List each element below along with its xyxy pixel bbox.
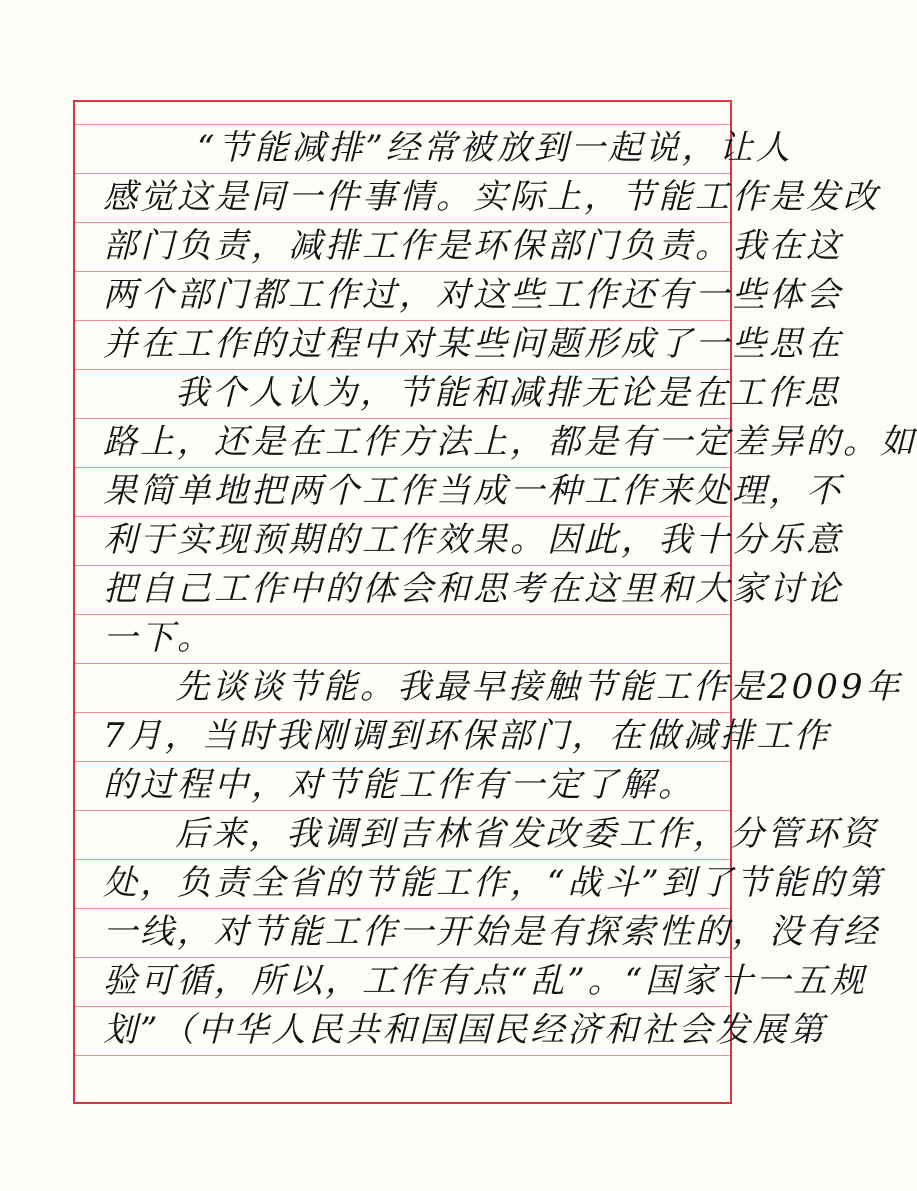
ruled-line [75,516,730,517]
ruled-line [75,859,730,860]
manuscript-sheet [73,100,917,1104]
ruled-line [75,908,730,909]
ruled-line [75,565,730,566]
handwritten-line: 果简单地把两个工作当成一种工作来处理，不 [103,471,843,511]
handwritten-line: 我个人认为，节能和减排无论是在工作思 [175,373,841,413]
handwritten-line: 划”（中华人民共和国国民经济和社会发展第 [103,1010,827,1050]
ruled-line [75,761,730,762]
handwritten-line: 两个部门都工作过，对这些工作还有一些体会 [103,275,843,315]
ruled-line [75,124,730,125]
ruled-line [75,957,730,958]
ruled-line [75,1055,730,1056]
ruled-line [75,712,730,713]
ruled-line [75,467,730,468]
handwritten-line: 处，负责全省的节能工作，“战斗”到了节能的第 [103,863,884,903]
handwritten-line: 把自己工作中的体会和思考在这里和大家讨论 [103,569,843,609]
ruled-line [75,810,730,811]
ruled-line [75,173,730,174]
ruled-line [75,418,730,419]
handwritten-line: 一线，对节能工作一开始是有探索性的，没有经 [103,912,880,952]
handwritten-line: 并在工作的过程中对某些问题形成了一些思在 [103,324,843,364]
handwritten-line: 利于实现预期的工作效果。因此，我十分乐意 [103,520,843,560]
ruled-line [75,320,730,321]
handwritten-line: 验可循，所以，工作有点“乱”。“国家十一五规 [103,961,868,1001]
ruled-line [75,614,730,615]
ruled-line [75,222,730,223]
handwritten-line: 7月，当时我刚调到环保部门，在做减排工作 [103,716,831,756]
ruled-line [75,271,730,272]
handwritten-line: 路上，还是在工作方法上，都是有一定差异的。如 [103,422,917,462]
handwritten-line: 的过程中，对节能工作有一定了解。 [103,765,695,805]
handwritten-line: 先谈谈节能。我最早接触节能工作是2009年 [175,667,903,707]
handwritten-line: 后来，我调到吉林省发改委工作，分管环资 [175,814,878,854]
ruled-line [75,663,730,664]
handwritten-line: 部门负责，减排工作是环保部门负责。我在这 [103,226,843,266]
handwritten-line: 感觉这是同一件事情。实际上，节能工作是发改 [103,177,880,217]
handwritten-line: 一下。 [103,618,214,658]
ruled-line [75,1006,730,1007]
ruled-line [75,369,730,370]
handwritten-line: “节能减排”经常被放到一起说，让人 [197,128,793,168]
